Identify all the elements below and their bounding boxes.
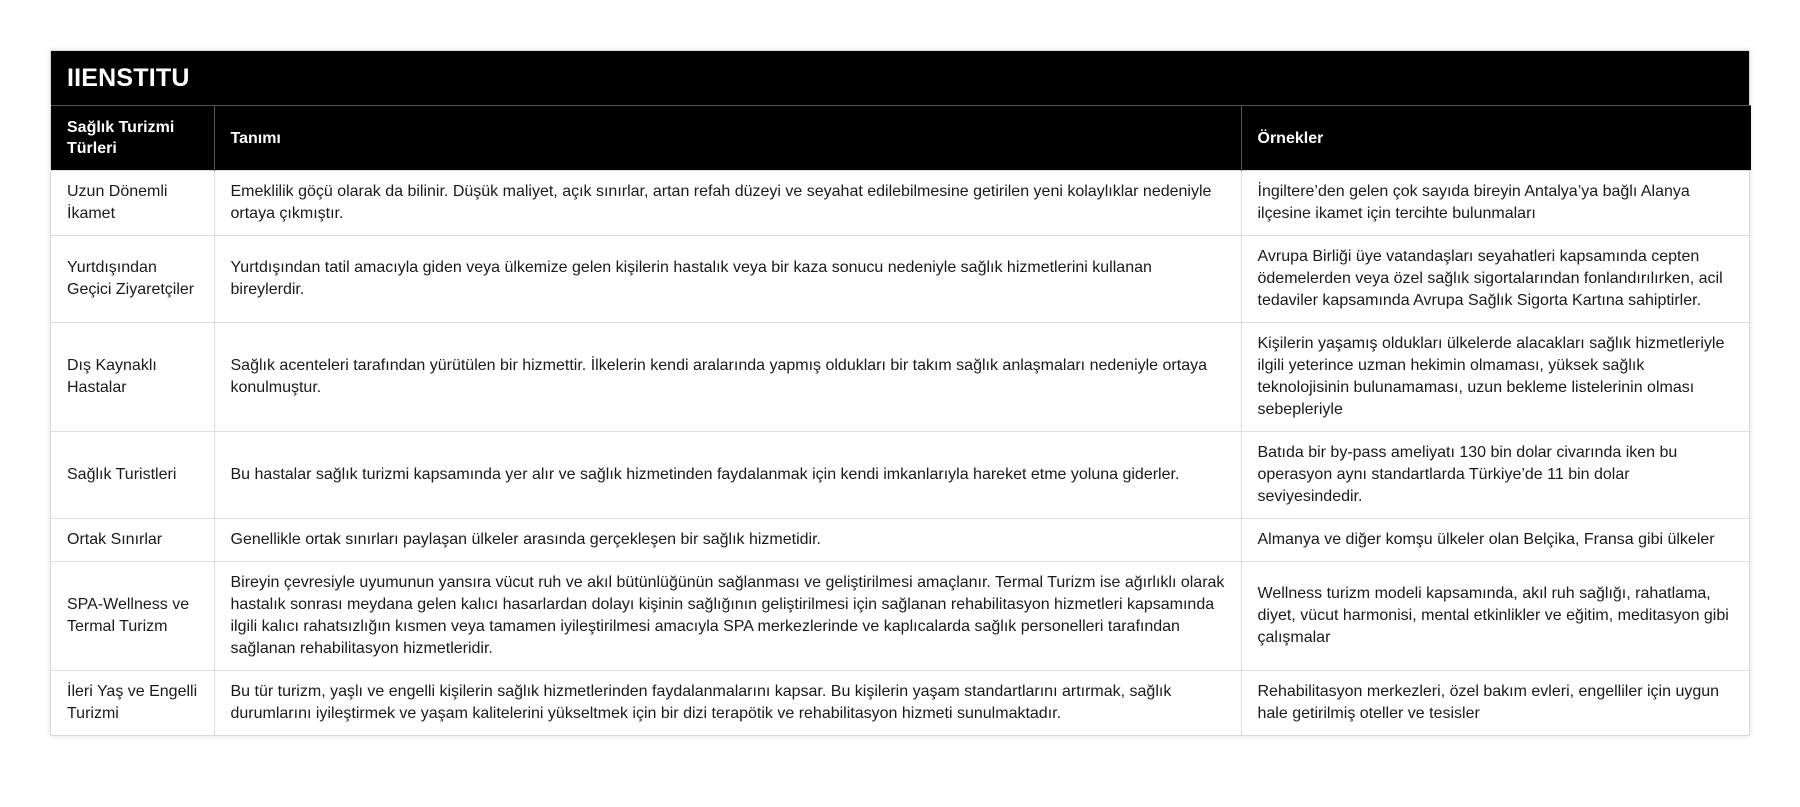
column-header-examples: Örnekler — [1241, 106, 1751, 171]
brand-title: IIENSTITU — [51, 51, 1749, 105]
column-header-definition: Tanımı — [214, 106, 1241, 171]
cell-type: Dış Kaynaklı Hastalar — [51, 323, 214, 432]
cell-examples: Wellness turizm modeli kapsamında, akıl ruh sağlığı, rahatlama, diyet, vücut harmonisi, mental etkinlikler ve eğitim, meditasyon gibi çalışmalar — [1241, 562, 1751, 671]
cell-type: SPA-Wellness ve Termal Turizm — [51, 562, 214, 671]
cell-type: Sağlık Turistleri — [51, 432, 214, 519]
cell-examples: Kişilerin yaşamış oldukları ülkelerde alacakları sağlık hizmetleriyle ilgili yeterince uzman hekimin olmaması, yüksek sağlık teknolojisinin bulunamaması, uzun bekleme listelerinin olması sebepleriyle — [1241, 323, 1751, 432]
table-row — [51, 562, 1751, 671]
cell-definition: Bu hastalar sağlık turizmi kapsamında yer alır ve sağlık hizmetinden faydalanmak için kendi imkanlarıyla hareket etme yoluna giderler. — [214, 432, 1241, 519]
health-tourism-table — [51, 105, 1751, 735]
cell-type: Yurtdışından Geçici Ziyaretçiler — [51, 236, 214, 323]
cell-definition: Bu tür turizm, yaşlı ve engelli kişilerin sağlık hizmetlerinden faydalanmalarını kapsar. Bu kişilerin yaşam standartlarını artırmak, sağlık durumlarını iyileştirmek ve yaşam kalitelerini yükseltmek için bir dizi terapötik ve rehabilitasyon hizmeti sunulmaktadır. — [214, 671, 1241, 736]
header-row — [51, 106, 1751, 171]
table-row — [51, 671, 1751, 736]
cell-type: İleri Yaş ve Engelli Turizmi — [51, 671, 214, 736]
cell-definition: Emeklilik göçü olarak da bilinir. Düşük maliyet, açık sınırlar, artan refah düzeyi ve seyahat edilebilmesine getirilen yeni kolaylıklar nedeniyle ortaya çıkmıştır. — [214, 171, 1241, 236]
cell-type: Ortak Sınırlar — [51, 519, 214, 562]
cell-examples: Rehabilitasyon merkezleri, özel bakım evleri, engelliler için uygun hale getirilmiş oteller ve tesisler — [1241, 671, 1751, 736]
cell-type: Uzun Dönemli İkamet — [51, 171, 214, 236]
cell-examples: Almanya ve diğer komşu ülkeler olan Belçika, Fransa gibi ülkeler — [1241, 519, 1751, 562]
column-header-type: Sağlık Turizmi Türleri — [51, 106, 214, 171]
table-body — [51, 171, 1751, 736]
table-row — [51, 323, 1751, 432]
cell-examples: Batıda bir by-pass ameliyatı 130 bin dolar civarında iken bu operasyon aynı standartlarda Türkiye’de 11 bin dolar seviyesindedir. — [1241, 432, 1751, 519]
table-row — [51, 171, 1751, 236]
cell-definition: Yurtdışından tatil amacıyla giden veya ülkemize gelen kişilerin hastalık veya bir kaza sonucu nedeniyle sağlık hizmetlerini kullanan bireylerdir. — [214, 236, 1241, 323]
table-header — [51, 106, 1751, 171]
cell-examples: İngiltere’den gelen çok sayıda bireyin Antalya’ya bağlı Alanya ilçesine ikamet için tercihte bulunmaları — [1241, 171, 1751, 236]
cell-definition: Genellikle ortak sınırları paylaşan ülkeler arasında gerçekleşen bir sağlık hizmetidir. — [214, 519, 1241, 562]
cell-examples: Avrupa Birliği üye vatandaşları seyahatleri kapsamında cepten ödemelerden veya özel sağlık sigortalarından fonlandırılırken, acil tedaviler kapsamında Avrupa Sağlık Sigorta Kartına sahiptirler. — [1241, 236, 1751, 323]
cell-definition: Bireyin çevresiyle uyumunun yansıra vücut ruh ve akıl bütünlüğünün sağlanması ve geliştirilmesi amaçlanır. Termal Turizm ise ağırlıklı olarak hastalık sonrası meydana gelen kalıcı hasarlardan dolayı kişinin sağlığının geliştirilmesi için sağlanan rehabilitasyon hizmetleri kapsamında ilgili kalıcı rahatsızlığın kısmen veya tamamen iyileştirilmesi amacıyla SPA merkezlerinde ve kaplıcalarda sağlık personelleri tarafından sağlanan rehabilitasyon hizmetleridir. — [214, 562, 1241, 671]
table-row — [51, 432, 1751, 519]
table-row — [51, 236, 1751, 323]
health-tourism-table-card — [50, 50, 1750, 736]
cell-definition: Sağlık acenteleri tarafından yürütülen bir hizmettir. İlkelerin kendi aralarında yapmış oldukları bir takım sağlık anlaşmaları nedeniyle ortaya konulmuştur. — [214, 323, 1241, 432]
table-row — [51, 519, 1751, 562]
